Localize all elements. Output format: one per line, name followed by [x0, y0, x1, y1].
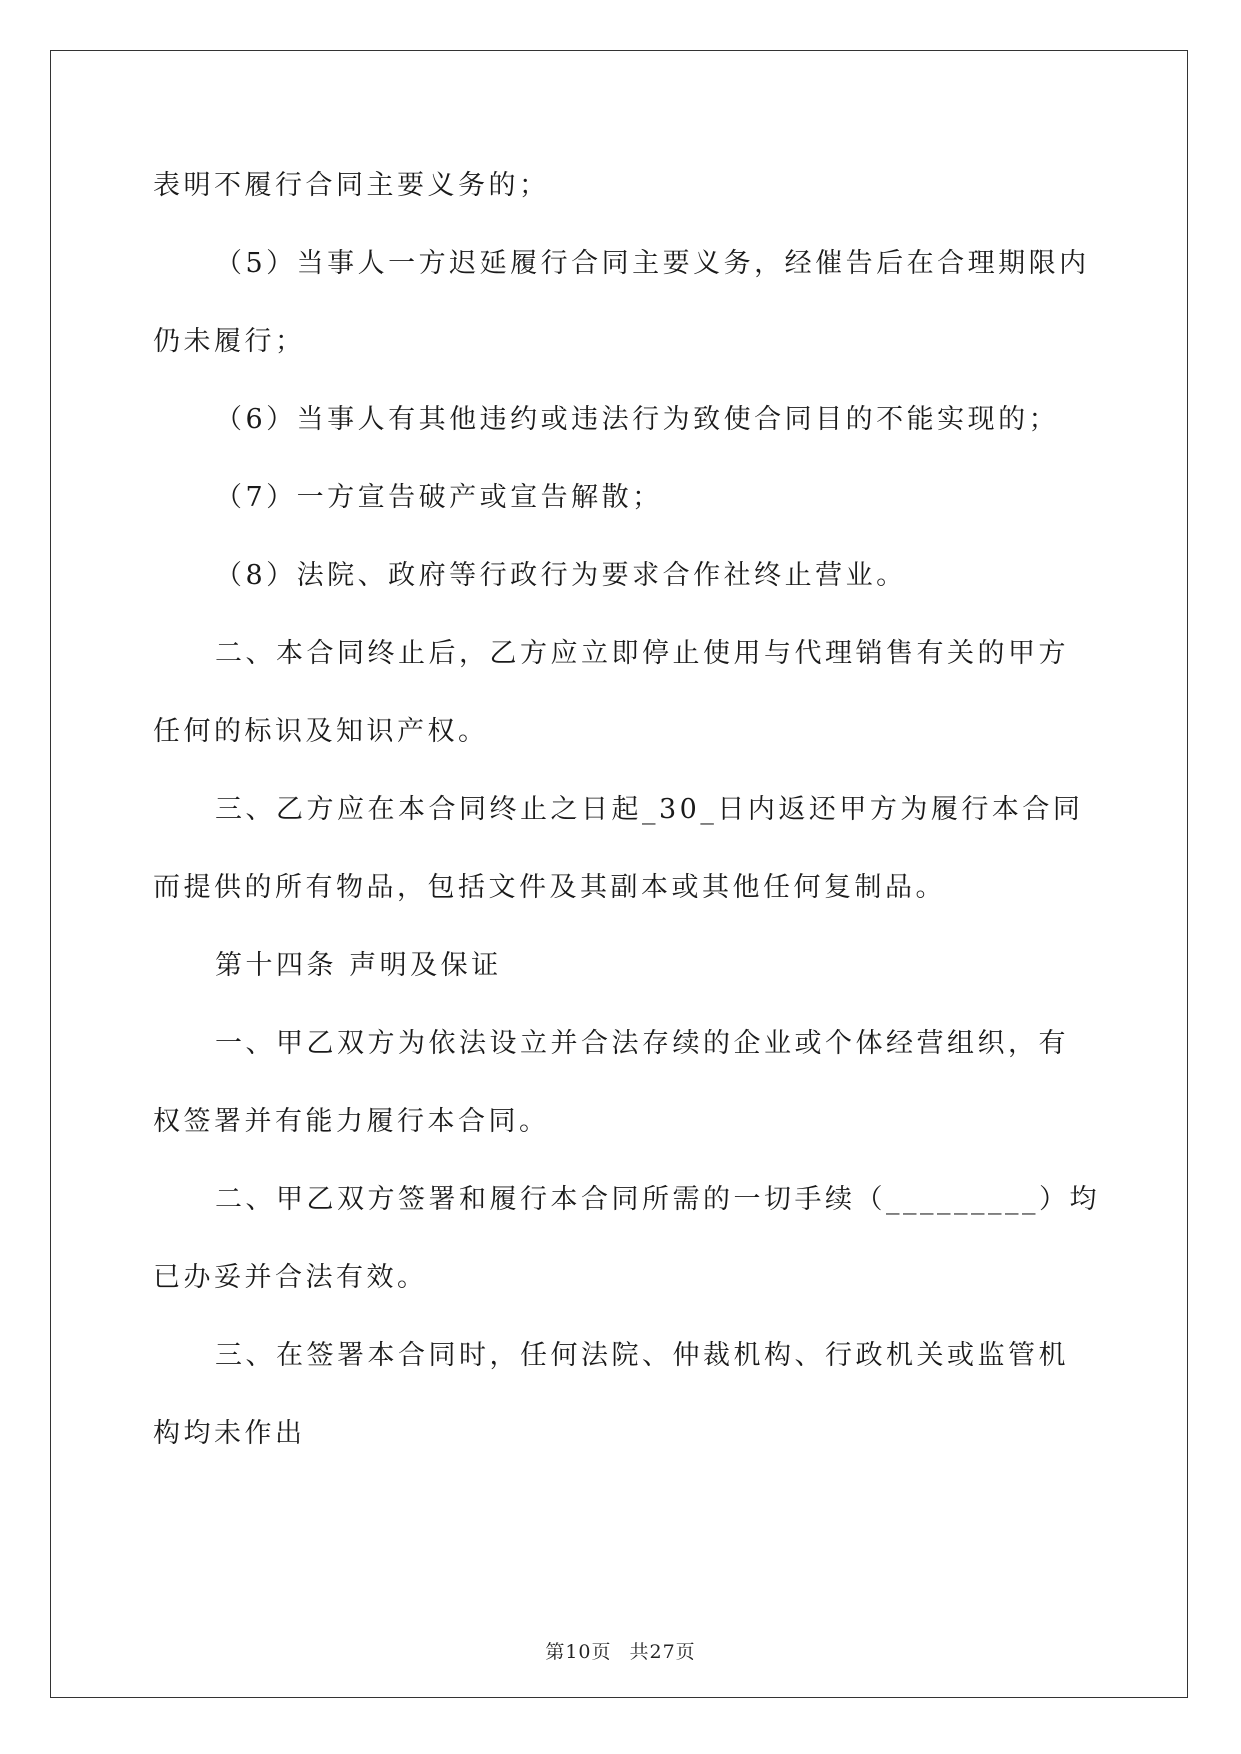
- text-line: 二、甲乙双方签署和履行本合同所需的一切手续（_________）均: [215, 1184, 1100, 1215]
- text-line: 已办妥并合法有效。: [153, 1262, 428, 1293]
- page-number-current: 第10页: [545, 1641, 612, 1663]
- text-line: 二、本合同终止后，乙方应立即停止使用与代理销售有关的甲方: [215, 638, 1069, 669]
- text-line: 任何的标识及知识产权。: [153, 716, 489, 747]
- text-line: （7）一方宣告破产或宣告解散；: [215, 482, 663, 513]
- text-line: （8）法院、政府等行政行为要求合作社终止营业。: [215, 560, 907, 591]
- text-line: 而提供的所有物品，包括文件及其副本或其他任何复制品。: [153, 872, 946, 903]
- text-line: 仍未履行；: [153, 326, 306, 357]
- section-heading: 第十四条 声明及保证: [215, 950, 502, 981]
- text-line: （6）当事人有其他违约或违法行为致使合同目的不能实现的；: [215, 404, 1060, 435]
- text-line: 三、在签署本合同时，任何法院、仲裁机构、行政机关或监管机: [215, 1340, 1069, 1371]
- page-number-total: 共27页: [629, 1641, 696, 1663]
- page-footer: [0, 1637, 1241, 1664]
- text-line: 构均未作出: [153, 1418, 306, 1449]
- text-line: （5）当事人一方迟延履行合同主要义务，经催告后在合理期限内: [215, 248, 1090, 279]
- text-line: 三、乙方应在本合同终止之日起_30_日内返还甲方为履行本合同: [215, 794, 1084, 825]
- text-line: 一、甲乙双方为依法设立并合法存续的企业或个体经营组织，有: [215, 1028, 1069, 1059]
- text-line: 表明不履行合同主要义务的；: [153, 170, 550, 201]
- text-line: 权签署并有能力履行本合同。: [153, 1106, 550, 1137]
